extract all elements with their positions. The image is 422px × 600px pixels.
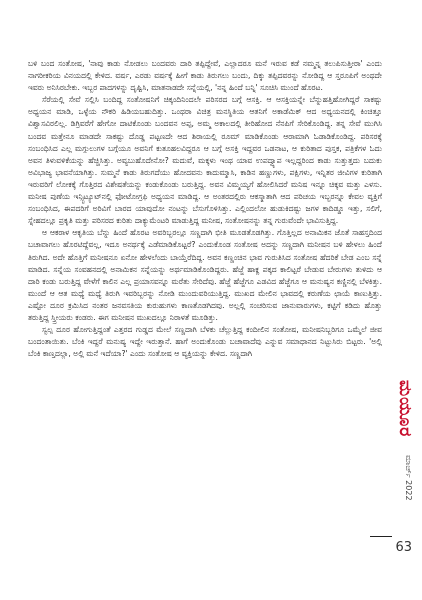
article-paragraph: ಸ್ವಲ್ಪ ದೂರ ಹೋಗುತ್ತಿದ್ದಂತೆ ಎತ್ತರದ ಗುಡ್ಡದ ಮೇಲೆ ಸಣ್ಣದಾಗಿ ಬೆಳಕು ಚೆಲ್ಲುತ್ತಿದ್ದ ಕಂದೀಲಿನ ಸಂತೋಷ, ಮನೀಷನಿಬ್ಬರಿಗೂ ಒಮ್ಮೆಲೆ ಜೀವ ಬಂದಂತಾಯಿತು. ಬೆಂಕಿ ಇದ್ದರೆ ಮನುಷ್ಯ ಇದ್ದೇ ಇರುತ್ತಾನೆ. ಹಾಗೆ ಅಂದುಕೊಂಡು ಬಚಾವಾದೆವು ಎನ್ನುವ ಸಮಾಧಾನದ ನಿಟ್ಟುಸಿರು ಬಿಟ್ಟರು. 'ಅಲ್ಲಿ ಬೆಂಕಿ ಕಾಣ್ತದಲ್ಲಾ, ಅಲ್ಲಿ ಮನೆ ಇದೆಯಾ?' ಎಂದು ಸಂತೋಷ ಆ ವ್ಯಕ್ತಿಯನ್ನು ಕೇಳಿದ. ಸಣ್ಣದಾಗಿ <box>28 325 382 359</box>
magazine-side-strip <box>392 0 422 600</box>
issue-label: ಮಾರ್ಚ್ 2022 <box>404 455 413 501</box>
article-paragraph: ಸೆರೆಯಲ್ಲಿ ಸೇವೆ ಸಲ್ಲಿಸಿ ಬಂದಿದ್ದ ಸಂತೋಷನಿಗೆ ಚಿಕ್ಕಂದಿನಿಂದಲೇ ಪರಿಸರದ ಬಗ್ಗೆ ಆಸಕ್ತಿ. ಆ ಆಸಕ್ತಿಯನ್ನೇ ಬೆನ್ನುಹತ್ತಿಹೋಗಿದ್ದರೆ ಸಾಕಷ್ಟು ಅಧ್ಯಯನ ಮಾಡಿ, ಒಳ್ಳೆಯ ನೌಕರಿ ಹಿಡಿಯಬಹುದಿತ್ತು. ಒಂಥರಾ ವಿಚಿತ್ರ ಮನಸ್ಥಿತಿಯ ಆತನಿಗೆ ಅಕಾಡೆಮಿಕ್ ಆದ ಅಧ್ಯಯನದಲ್ಲಿ ಕಿಂಚಿತ್ತೂ ವಿಶ್ವಾಸವಿರಲಿಲ್ಲ. ಡಿಗ್ರಿವರೆಗೆ ಹೇಗೋ ದಾಟಿಕೊಂಡು ಬಂದವನ ಅಪ್ಪ, ಅಮ್ಮ ಅಕಾಲದಲ್ಲಿ ತೀರಿಹೋದ ನೆನಪಿಗೆ ಸೇರಿಕೊಂಡಿದ್ದ. ತನ್ನ ಸೇವೆ ಮುಗಿಸಿ ಬಂದವ ಮತ್ತೇನೂ ಮಾಡದೇ ಸಾಕಷ್ಟು ದೊಡ್ಡ ಪಟ್ಟಣದೇ ಆದ ಶಿರಾಯಲ್ಲಿ ರೂಮ್ ಮಾಡಿಕೊಂಡು ಆರಾಮಾಗಿ ಓಡಾಡಿಕೊಂಡಿದ್ದ. ಪರಿಸರಕ್ಕೆ ಸಂಬಂಧಿಸಿದ ಎಲ್ಲ ಮಗ್ಗುಲುಗಳ ಬಗ್ಗೆಯೂ ಅವನಿಗೆ ಕುತೂಹಲವಿದ್ದರೂ ಆ ಬಗ್ಗೆ ಅಸಕ್ತಿ ಇದ್ದವರ ಒಡನಾಟ, ಆ ಕುರಿತಾದ ಪುಸ್ತಕ, ಪತ್ರಿಕೆಗಳ ಓದು ಅವನ ತಿಳುವಳಿಕೆಯನ್ನು ಹೆಚ್ಚಿಸಿತ್ತು. ಅವ್ಯಬುಹೊದೇನೋ? ಮದುವೆ, ಮಕ್ಕಳು ಇಂಥ ಯಾವ ಉಪದ್ವ್ಯಾಪ ಇಲ್ಲದ್ದರಿಂದ ಕಾಡು ಸುತ್ತುತ್ತದು ಬದುಕು ಅವಿಭಾಜ್ಯ ಭಾವನೆಯಾಗಿತ್ತು. ಸುಮ್ಮನೆ ಕಾಡು ತಿರುಗದೆಯು ಹೋದವನು ಕಾದುಮ್ಮಾಸಿ, ಕಾಡಿನ ಹಣ್ಣುಗಳು, ಪಕ್ಷಿಗಳು, ಇನ್ನಿತರ ಜೀವಿಗಳ ಕುರಿತಾಗಿ ಇರುವರಿಗೆ ಲೋಕಕ್ಕೆ ಗೊತ್ತಿರದ ವಿಶೇಷತೆಯನ್ನು ಕಂಡುಕೊಂಡು ಬರುತ್ತಿದ್ದ. ಅವನ ವಿಮ್ಮಯ್ಯಗೆ ಹೋಲಿಸಿದರೆ ಮನಿಷ ಇನ್ನೂ ಚಿಕ್ಕವ ಮತ್ತು ಎಳಸು. ಮನೀಷ ಪುಣೆಯ ಇನ್ಸ್ಟಿಟ್ಯೂಟ್‌ನಲ್ಲಿ ಫೋಟೋಗ್ರಫಿ ಅಧ್ಯಯನ ಮಾಡಿದ್ದ. ಆ ಅಂತರದಲ್ಲಿರು ಆಕಸ್ಮಾತಾಗಿ ಆದ ಪರಿಚಯ ಇಬ್ಬರನ್ನೂ ಕೇವಲ ವ್ಯಕ್ತಿಗೆ ಸಂಬಂಧಿಸಿದ, ಈಪದರಿಗೆ ಅರಿವಿಗೆ ಬಾರದ ಯಾವುದೋ ನಂಟನ್ನು ಬೆಸುಗೊಳಿಸಿತ್ತು. ಎಲ್ಲಿಂದಲೋ ಹುಡುಕಿದಷ್ಟು ಜಗಳ ಕಾದಿಡ್ಡೂ ಇತ್ತು, ಸಲಿಗೆ, ಸ್ನೇಹದಲ್ಲೂ ಪ್ರಕೃತಿ ಮತ್ತು ಪರಿಸರದ ಕುರಿತು ದಾಕ್ಯುಮೆಂಟರಿ ಮಾಡುತ್ತಿದ್ದ ಮನೀಷ, ಸಂತೋಷನನ್ನು ತನ್ನ ಗುರುವೆಂದೇ ಭಾವಿಸುತ್ತಿದ್ದ. <box>28 95 382 226</box>
article-paragraph: ಬಳಿ ಬಂದ ಸಂತೋಷ, 'ನಾವು ಕಾಡು ನೋಡಲು ಬಂದವರು ದಾರಿ ತಪ್ಪಿದ್ದೇವೆ, ಎಲ್ಲಾದರೂ ಮನೆ ಇರುವ ಕಡೆ ನಮ್ಮನ್ನ ತಲುಪಿಸುತ್ತೀರಾ' ಎಂದು ನಾಗರೀಕರಿಯ ವಿನಯದಲ್ಲಿ ಕೇಳಿದ. ವರ್ಷ, ಎರಡು ವರ್ಷಕ್ಕೆ ಹೀಗೆ ಕಾಡು ತಿರುಗಲು ಬಂದು, ದಿಕ್ಕು ತಪ್ಪಿದವರನ್ನು ನೋಡಿದ್ದ ಆ ಸ್ತರೂಪಿಗೆ ಅಂಥದೇ ಇವರು ಅನಿಸಿರಬೇಕು. ಇಬ್ಬರ ಪಾದಗಳನ್ನು ದೃಷ್ಟಿಸಿ, ಮಾತನಾಡದೇ ಸನ್ನೆಯಲ್ಲಿ, 'ನನ್ನ ಹಿಂದೆ ಬನ್ನಿ' ಸೂಚಿಸಿ ಮುಂದೆ ಹೊರಟ. <box>28 59 382 93</box>
article-paragraph: ಆ ಆಕರಾಳ ಆಕೃತಿಯ ಬೆನ್ನು ಹಿಂದೆ ಹೊರಟ ಅವರಿಬ್ಬರಲ್ಲೂ ಸಣ್ಣದಾಗಿ ಭೀತಿ ಮೂಡತೊಡಗಿತ್ತು. ಗೊತ್ತಿಲ್ಲದ ಅನಾಮಿಕನ ಜೊತೆ ಸಾಹಸ್ತದಿಂದ ಬಚಾವಾಗಲು ಹೊರಟಿದ್ದೆವಲ್ಲ, ಇದೂ ಅನರ್ಥಕ್ಕೆ ಎಡೆಮಾಡಿಕೊಟ್ಟರೆ? ಎಂದುಕೊಂಡ ಸಂತೋಷ ಅದನ್ನು ಸಣ್ಣದಾಗಿ ಮನೀಷನ ಬಳಿ ಹೇಳಲು ಹಿಂದೆ ತಿರುಗಿದ. ಅದೇ ಹೊತ್ತಿಗೆ ಮನೀಷನೂ ಏನೋ ಹೇಳಲೆಂದು ಬಾಯ್ತೆರೆದಿದ್ದ. ಅವನ ಕಣ್ಣಂಚಿನ ಭಾವ ಗುರುತಿಸಿದ ಸಂತೋಷ ಹೆದರಿಕೆ ಬೇಡ ಎಂಬ ಸನ್ನೆ ಮಾಡಿದ. ಸನ್ನೆಯ ಸಂವಹನದಲ್ಲಿ ಅನಾಮಿಕನ ಸನ್ನೆಯನ್ನು ಅರ್ಥಮಾಡಿಕೊಂಡಿದ್ದರು. ಹೆಜ್ಜೆ ಹಾಕ್ದ ಪಕ್ಕದ ಕಾಲಿಟ್ಟರೆ ಬೇಡುವ ಬೇರುಗಳು ತುಳಿದು ಆ ದಾರಿ ಕಂಡು ಬರುತ್ತಿದ್ದ ವೇಳೆಗೆ ಕಾಲಿನ ಎಲ್ಲ ಪ್ರಯಾಸವನ್ನೂ ಮರೆತು ಸೇರಿದೆವು. ಹೆಜ್ಜೆ ಹೆಜ್ಜೆಗೂ ಎಡವಿದ ಹೆಜ್ಜೆಗೂ ಆ ಮನುಷ್ಯನ ಕಣ್ಣಿನಲ್ಲಿ ಬೆಳಕಿತ್ತು. ಮುಂದೆ ಆ ಆತ ಮಧ್ಯೆ ಮಧ್ಯೆ ತಿರುಗಿ ಇವರಿಬ್ಬರನ್ನು ನೋಡಿ ಮುಂದುವರಿಯುತ್ತಿದ್ದ. ಮುಖದ ಮೇಲಿನ ಭಾವದಲ್ಲಿ ಕರುಣೆಯ ಛಾಯೆ ಕಾಣುತ್ತಿತ್ತು. ಎಷ್ಟೋ ದೂರ ಕ್ರಮಿಸಿದ ನಂತರ ಜನವಸತಿಯ ಕುರುಹುಗಳು ಕಾಣತೊಡಗಿದವು. ಅಲ್ಲಲ್ಲಿ ಸಂಚರಿಸುವ ಜಾನುವಾರುಗಳು, ಕಟ್ಟಿಗೆ ಕಡಿದು ಹೊತ್ತು ತರುತ್ತಿದ್ದ ಸ್ತ್ರೀಯರು ಕಂಡರು. ಈಗ ಮನೀಷನ ಮುಖದಲ್ಲೂ ನಿರಾಳತೆ ಮೂಡಿತ್ತು. <box>28 228 382 322</box>
page-number: 63 <box>395 540 412 555</box>
magazine-logo: ಮಯೂರ <box>395 380 415 438</box>
page-number-divider <box>370 536 392 537</box>
article-body <box>28 58 382 360</box>
